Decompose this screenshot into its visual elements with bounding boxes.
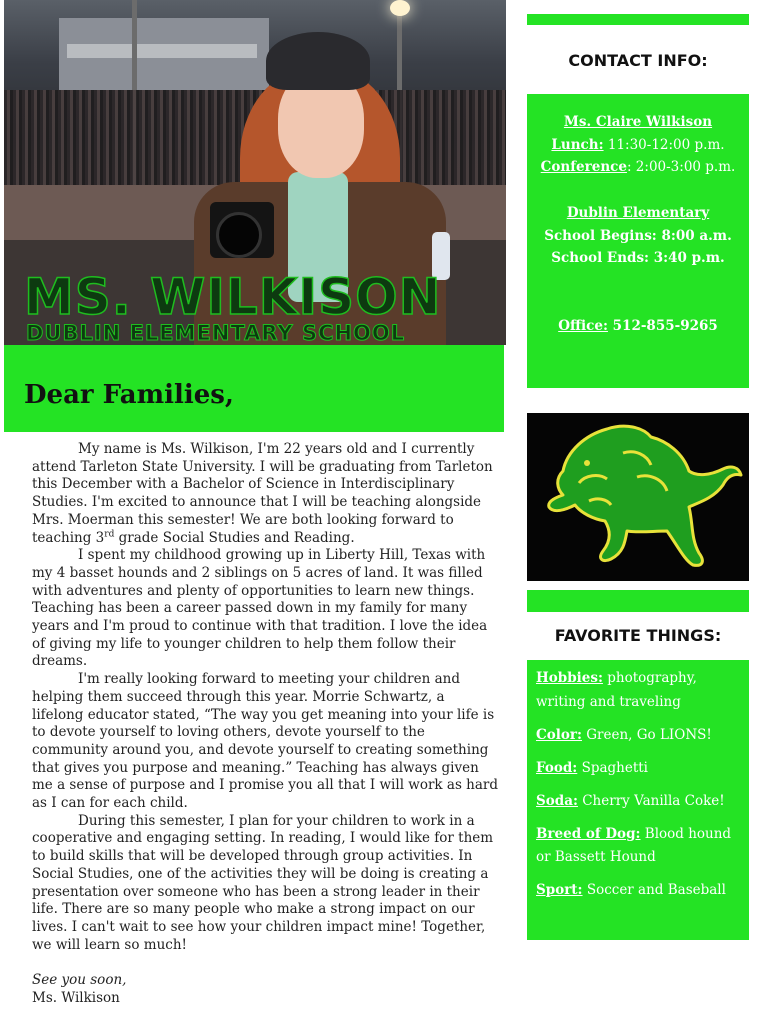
top-accent-bar [527,14,749,25]
hero-school: DUBLIN ELEMENTARY SCHOOL [26,321,406,345]
letter-paragraph-1: My name is Ms. Wilkison, I'm 22 years old and I currently attend Tarleton State University. I will be graduating from Tarleton this December with a Bachelor of Science in Interdisciplinary Studies. I'm excited to announce that I will be teaching alongside Mrs. Moerman this semester! We are both looking forward to teaching 3rd grade Social Studies and Reading. [32,441,493,546]
conference-value: : 2:00-3:00 p.m. [626,159,736,176]
conference-label: Conference [540,159,627,176]
favorite-sport: Sport: Soccer and Baseball [536,882,726,898]
teacher-name: Ms. Claire Wilkison [563,114,713,130]
favorites-accent-bar [527,590,749,612]
letter-paragraph-2: I spent my childhood growing up in Liberty Hill, Texas with my 4 basset hounds and 2 siblings on 5 acres of land. It was filled with adventures and plenty of opportunities to learn new things. Teaching has been a career passed down in my family for many years and I'm proud to continue with that tradition. I love the idea of giving my life to younger children to help them follow their dreams. [32,547,488,670]
lion-mascot-icon [527,413,749,581]
favorites-panel [527,590,749,940]
hero-photo [4,0,506,345]
contact-heading: CONTACT INFO: [568,51,708,70]
favorites-heading: FAVORITE THINGS: [554,626,722,645]
school-begins: School Begins: 8:00 a.m. [544,227,732,244]
camera-icon [210,202,274,258]
hero-name: MS. WILKISON [24,268,442,326]
school-ends: School Ends: 3:40 p.m. [551,250,725,267]
favorite-color: Color: Green, Go LIONS! [536,726,712,743]
letter-paragraph-4: During this semester, I plan for your children to work in a cooperative and engaging setting. In reading, I would like for them to build skills that will be developed through group activities. In Social Studies, one of the activities they will be doing is creating a presentation over someone who has been a strong leader in their life. There are so many people who make a strong impact on our lives. I can't wait to see how your children impact mine! Together, we will learn so much! [32,812,494,953]
contact-box [527,94,749,388]
stadium-light [390,0,410,16]
school-name: Dublin Elementary [566,204,710,221]
contact-panel [527,14,749,388]
lunch-value: 11:30-12:00 p.m. [603,136,725,153]
letter-paragraph-3: I'm really looking forward to meeting your children and helping them succeed through this year. Morrie Schwartz, a lifelong educator stated, “The way you get meaning into your life is to devote yourself to loving others, devote yourself to the community around you, and devote yourself to creating something that gives you purpose and meaning.” Teaching has always given me a sense of purpose and I promise you all that I will work as hard as I can for each child. [32,671,499,812]
signature-name: Ms. Wilkison [32,990,120,1007]
letter-body [32,441,500,1008]
signoff: See you soon, [32,972,127,989]
favorite-food: Food: Spaghetti [536,759,649,776]
lunch-label: Lunch: [551,136,604,153]
favorite-dog-breed: Breed of Dog: Blood hound or Bassett Hound [536,825,732,865]
favorite-soda: Soda: Cherry Vanilla Coke! [536,792,725,809]
mascot-logo [527,413,749,581]
office-label: Office: [558,317,608,334]
favorite-hobbies: Hobbies: photography, writing and traveling [536,670,697,710]
office-phone: 512-855-9265 [607,317,718,334]
greeting-heading: Dear Families, [24,380,234,410]
greeting-band [4,345,504,432]
favorites-box [527,660,749,940]
